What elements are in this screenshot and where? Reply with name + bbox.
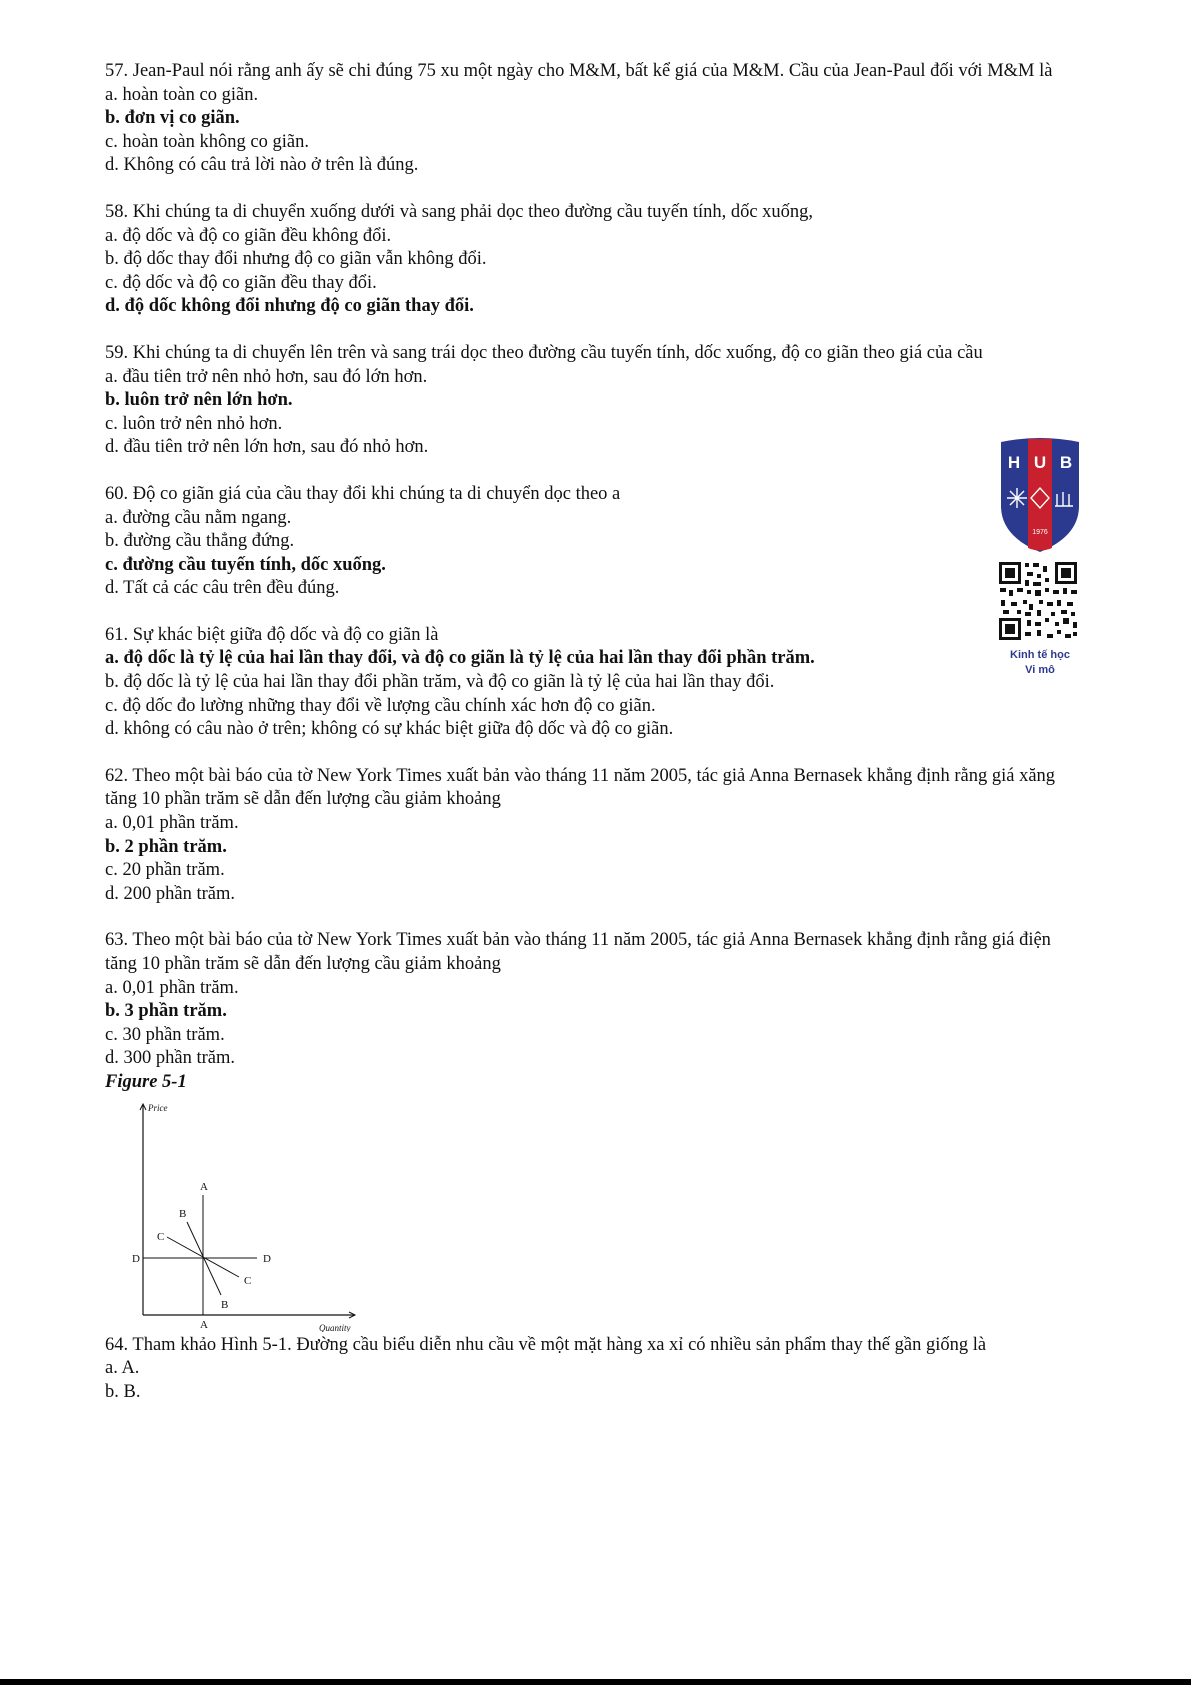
question-57-stem: 57. Jean-Paul nói rằng anh ấy sẽ chi đúng 75 xu một ngày cho M&M, bất kể giá của M&M. Cầu của Jean-Paul đối với M&M là (105, 61, 1053, 81)
question-60-stem: 60. Độ co giãn giá của cầu thay đổi khi chúng ta di chuyển dọc theo a (105, 483, 621, 504)
question-58-option-b: b. độ dốc thay đổi nhưng độ co giãn vẫn không đổi. (105, 249, 487, 270)
question-59-option-d: d. đầu tiên trở nên lớn hơn, sau đó nhỏ hơn. (105, 437, 429, 458)
question-63-stem: 63. Theo một bài báo của tờ New York Times xuất bản vào tháng 11 năm 2005, tác giả Anna Bernasek khẳng định rằng giá điện tăng 10 phần trăm sẽ dẫn đến lượng cầu giảm khoảng (105, 930, 1051, 974)
question-64-option-b: b. B. (105, 1381, 141, 1402)
question-63-option-a: a. 0,01 phần trăm. (105, 977, 239, 998)
question-61-option-d: d. không có câu nào ở trên; không có sự khác biệt giữa độ dốc và độ co giãn. (105, 719, 674, 740)
question-62-stem: 62. Theo một bài báo của tờ New York Times xuất bản vào tháng 11 năm 2005, tác giả Anna Bernasek khẳng định rằng giá xăng tăng 10 phần trăm sẽ dẫn đến lượng cầu giảm khoảng (105, 765, 1056, 810)
question-60-option-b: b. đường cầu thẳng đứng. (105, 531, 295, 552)
question-62-option-c: c. 20 phần trăm. (105, 860, 225, 881)
logo-letter-b: B (1059, 453, 1073, 472)
question-59-option-c: c. luôn trở nên nhỏ hơn. (105, 413, 283, 434)
question-57-option-b-answer: b. đơn vị co giãn. (105, 108, 240, 129)
question-57-option-a: a. hoàn toàn co giãn. (105, 84, 259, 105)
logo-caption (990, 648, 1090, 678)
question-58-stem: 58. Khi chúng ta di chuyển xuống dưới và sang phải dọc theo đường cầu tuyến tính, dốc xuống, (105, 201, 814, 222)
document-body (105, 60, 1080, 1404)
demand-curves-diagram (105, 1097, 365, 1332)
question-59-option-a: a. đầu tiên trở nên nhỏ hơn, sau đó lớn hơn. (105, 366, 428, 387)
question-62-option-a: a. 0,01 phần trăm. (105, 813, 239, 834)
logo-caption-line2: Vi mô (1025, 664, 1055, 676)
question-64-stem: 64. Tham khảo Hình 5-1. Đường cầu biểu diễn nhu cầu về một mặt hàng xa xỉ có nhiều sản phẩm thay thế gần giống là (105, 1334, 987, 1355)
curve-c-label-bottom: C (244, 1274, 252, 1287)
curve-d-label-left: D (132, 1252, 140, 1265)
question-58-option-c: c. độ dốc và độ co giãn đều thay đổi. (105, 272, 377, 293)
curve-b-label-top: B (179, 1207, 187, 1220)
question-60-option-d: d. Tất cả các câu trên đều đúng. (105, 578, 340, 599)
logo-letter-h: H (1007, 453, 1021, 472)
question-58-option-a: a. độ dốc và độ co giãn đều không đổi. (105, 225, 392, 246)
question-60-option-c-answer: c. đường cầu tuyến tính, dốc xuống. (105, 554, 386, 575)
question-62-option-b-answer: b. 2 phần trăm. (105, 836, 227, 857)
question-63-option-c: c. 30 phần trăm. (105, 1024, 225, 1045)
question-57-option-d: d. Không có câu trả lời nào ở trên là đúng. (105, 155, 419, 176)
curve-a-label-top: A (200, 1180, 208, 1193)
qr-code[interactable] (997, 560, 1079, 642)
question-63-option-d: d. 300 phần trăm. (105, 1048, 235, 1069)
logo-year: 1976 (1032, 529, 1048, 536)
hub-shield-icon (997, 436, 1083, 556)
question-59-option-b-answer: b. luôn trở nên lớn hơn. (105, 390, 293, 411)
figure-5-1 (105, 1097, 365, 1332)
figure-title: Figure 5-1 (105, 1071, 187, 1092)
question-58-option-d-answer: d. độ dốc không đổi nhưng độ co giãn thay đổi. (105, 296, 474, 317)
curve-c-label-top: C (157, 1230, 165, 1243)
question-59-stem: 59. Khi chúng ta di chuyển lên trên và sang trái dọc theo đường cầu tuyến tính, dốc xuống, độ co giãn theo giá của cầu (105, 342, 983, 363)
question-61-option-a-answer: a. độ dốc là tỷ lệ của hai lần thay đổi, và độ co giãn là tỷ lệ của hai lần thay đổi phần trăm. (105, 648, 815, 669)
curve-d-label-right: D (263, 1252, 271, 1265)
question-63-option-b-answer: b. 3 phần trăm. (105, 1001, 227, 1022)
page-bottom-rule (0, 1679, 1191, 1685)
qr-code-icon (997, 560, 1079, 642)
question-61-option-b: b. độ dốc là tỷ lệ của hai lần thay đổi phần trăm, và độ co giãn là tỷ lệ của hai lần thay đổi. (105, 672, 775, 693)
question-61-option-c: c. độ dốc đo lường những thay đổi về lượng cầu chính xác hơn độ co giãn. (105, 695, 656, 716)
question-57-option-c: c. hoàn toàn không co giãn. (105, 131, 309, 152)
logo-letter-u: U (1033, 453, 1047, 472)
x-axis-label: Quantity (319, 1322, 351, 1332)
question-64-option-a: a. A. (105, 1358, 140, 1379)
curve-b-label-bottom: B (221, 1298, 229, 1311)
logo-caption-line1: Kinh tế học (1010, 649, 1070, 661)
y-axis-label: Price (148, 1102, 168, 1113)
university-logo (997, 436, 1083, 561)
curve-a-label-bottom: A (200, 1318, 208, 1331)
question-61-stem: 61. Sự khác biệt giữa độ dốc và độ co giãn là (105, 624, 439, 645)
question-60-option-a: a. đường cầu nằm ngang. (105, 507, 292, 528)
question-62-option-d: d. 200 phần trăm. (105, 883, 235, 904)
